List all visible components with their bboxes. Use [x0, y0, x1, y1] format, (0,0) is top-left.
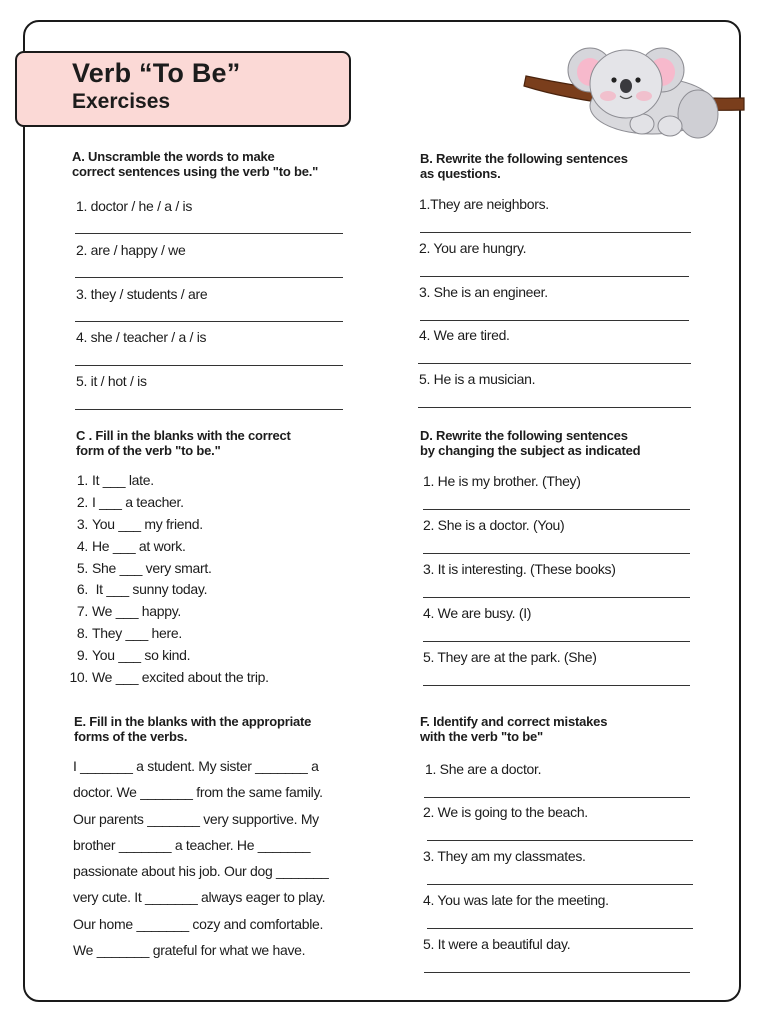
- answer-line: [424, 797, 690, 798]
- section-f-item-2: 2. We is going to the beach.: [423, 804, 588, 820]
- answer-line: [420, 276, 689, 277]
- paragraph-line: We _______ grateful for what we have.: [73, 942, 306, 959]
- answer-line: [423, 553, 690, 554]
- section-b-heading: B. Rewrite the following sentences as questions.: [420, 151, 628, 181]
- answer-line: [75, 365, 343, 366]
- list-item: 3. You ___ my friend.: [76, 515, 203, 532]
- section-d-item-3: 3. It is interesting. (These books): [423, 561, 616, 577]
- answer-line: [423, 509, 690, 510]
- paragraph-line: very cute. It _______ always eager to play.: [73, 889, 326, 906]
- section-b-item-4: 4. We are tired.: [419, 327, 510, 343]
- list-item: 6. It ___ sunny today.: [76, 581, 208, 598]
- section-f-item-1: 1. She are a doctor.: [425, 761, 542, 777]
- list-item: 10. We ___ excited about the trip.: [69, 669, 269, 686]
- answer-line: [418, 363, 691, 364]
- section-f-item-4: 4. You was late for the meeting.: [423, 892, 609, 908]
- section-d-item-1: 1. He is my brother. (They): [423, 473, 581, 489]
- section-d-heading: D. Rewrite the following sentences by changing the subject as indicated: [420, 428, 641, 458]
- answer-line: [420, 320, 689, 321]
- page-subtitle: Exercises: [72, 90, 171, 113]
- section-f-item-5: 5. It were a beautiful day.: [423, 936, 571, 952]
- answer-line: [420, 232, 691, 233]
- section-e-heading: E. Fill in the blanks with the appropriate forms of the verbs.: [74, 714, 312, 744]
- answer-line: [75, 409, 343, 410]
- answer-line: [418, 407, 691, 408]
- section-f-heading: F. Identify and correct mistakes with the verb "to be": [420, 714, 608, 744]
- list-item: 5. She ___ very smart.: [76, 559, 212, 576]
- paragraph-line: passionate about his job. Our dog _______: [73, 863, 329, 880]
- section-e-paragraph: [73, 758, 363, 968]
- section-b-item-2: 2. You are hungry.: [419, 240, 527, 256]
- answer-line: [427, 928, 693, 929]
- list-item: 8. They ___ here.: [76, 625, 182, 642]
- section-a-item-3: 3. they / students / are: [76, 286, 208, 302]
- section-f-item-3: 3. They am my classmates.: [423, 848, 586, 864]
- answer-line: [75, 321, 343, 322]
- answer-line: [423, 597, 690, 598]
- section-a-item-1: 1. doctor / he / a / is: [76, 198, 193, 214]
- list-item: 2. I ___ a teacher.: [76, 493, 184, 510]
- list-item: 4. He ___ at work.: [76, 537, 186, 554]
- section-d-item-4: 4. We are busy. (I): [423, 605, 532, 621]
- paragraph-line: brother _______ a teacher. He _______: [73, 836, 311, 853]
- page-title: Verb “To Be”: [72, 58, 241, 88]
- answer-line: [423, 685, 690, 686]
- section-a-item-5: 5. it / hot / is: [76, 373, 147, 389]
- paragraph-line: Our home _______ cozy and comfortable.: [73, 915, 324, 932]
- paragraph-line: I _______ a student. My sister _______ a: [73, 758, 319, 774]
- answer-line: [75, 277, 343, 278]
- section-c-list: [66, 472, 346, 691]
- section-d-item-5: 5. They are at the park. (She): [423, 649, 597, 665]
- section-c-heading: C . Fill in the blanks with the correct form of the verb "to be.": [76, 428, 291, 458]
- section-b-item-1: 1.They are neighbors.: [419, 196, 549, 212]
- section-b-item-3: 3. She is an engineer.: [419, 284, 548, 300]
- list-item: 9. You ___ so kind.: [76, 647, 191, 664]
- answer-line: [75, 233, 343, 234]
- answer-line: [424, 972, 690, 973]
- paragraph-line: Our parents _______ very supportive. My: [73, 810, 319, 827]
- section-d-item-2: 2. She is a doctor. (You): [423, 517, 565, 533]
- section-a-item-2: 2. are / happy / we: [76, 242, 186, 258]
- answer-line: [427, 840, 693, 841]
- paragraph-line: doctor. We _______ from the same family.: [73, 784, 323, 801]
- list-item: 7. We ___ happy.: [76, 603, 181, 620]
- answer-line: [423, 641, 690, 642]
- section-a-heading: A. Unscramble the words to make correct sentences using the verb "to be.": [72, 149, 319, 179]
- list-item: 1. It ___ late.: [76, 472, 154, 488]
- koala-illustration: [522, 38, 746, 146]
- section-a-item-4: 4. she / teacher / a / is: [76, 329, 207, 345]
- answer-line: [427, 884, 693, 885]
- section-b-item-5: 5. He is a musician.: [419, 371, 536, 387]
